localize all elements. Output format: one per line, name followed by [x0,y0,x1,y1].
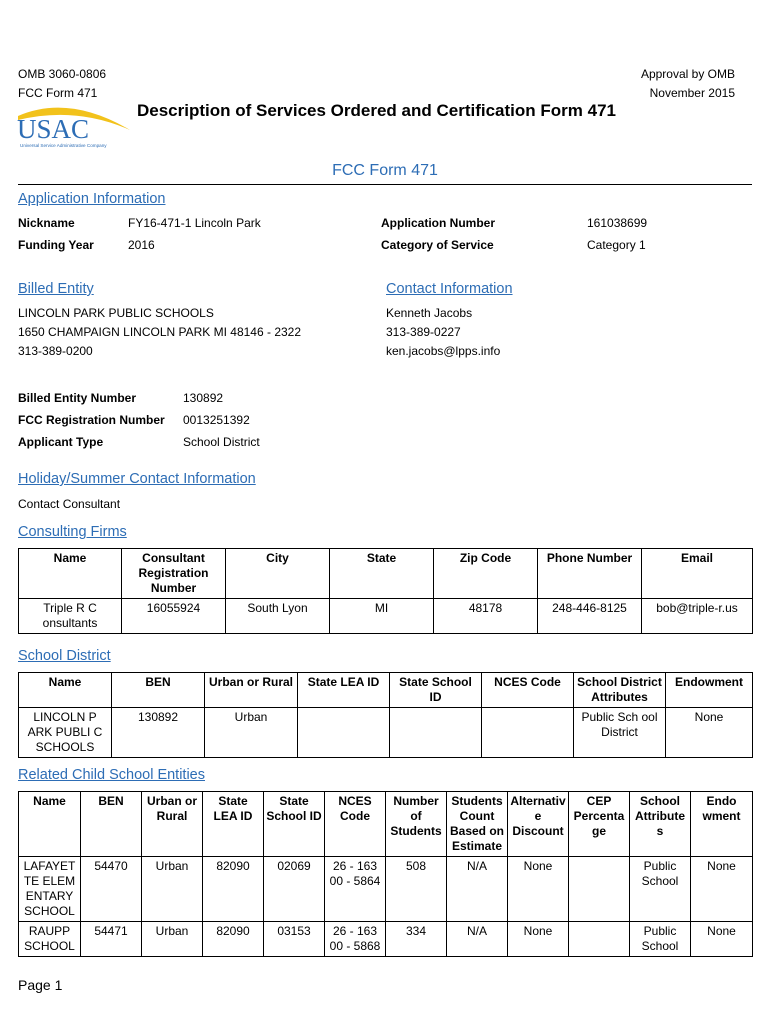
table-cell: None [508,922,569,957]
section-contact-information: Contact Information [386,281,513,297]
column-header: State LEA ID [203,792,264,857]
table-cell: bob@triple-r.us [642,599,753,634]
column-header: BEN [112,673,205,708]
applicant-type-label: Applicant Type [18,435,104,449]
usac-logo [14,100,134,150]
section-school-district: School District [18,648,111,664]
column-header: NCES Code [325,792,386,857]
contact-name: Kenneth Jacobs [386,306,473,320]
table-cell: Triple R C onsultants [19,599,122,634]
application-number-value: 161038699 [587,216,648,230]
logo-subtext: Universal Service Administrative Company [20,143,107,148]
logo-text: USAC [17,114,90,144]
column-header: CEP Percentage [569,792,630,857]
column-header: Number of Students [386,792,447,857]
nickname-value: FY16-471-1 Lincoln Park [128,216,261,230]
table-cell [390,708,482,758]
table-cell: Public Sch ool District [574,708,666,758]
omb-approval: Approval by OMB [640,67,735,81]
category-value: Category 1 [587,238,646,252]
table-cell: N/A [447,922,508,957]
table-row [19,599,753,634]
page-number: Page 1 [18,977,63,993]
table-cell: South Lyon [226,599,330,634]
form-date: November 2015 [649,86,735,100]
table-cell: 03153 [264,922,325,957]
table-cell [569,857,630,922]
section-consulting-firms: Consulting Firms [18,524,127,540]
table-cell: 248-446-8125 [538,599,642,634]
table-cell: 54470 [81,857,142,922]
table-cell: None [691,857,753,922]
table-cell: 54471 [81,922,142,957]
school-district-table [18,672,753,758]
table-cell: None [691,922,753,957]
column-header: Consultant Registration Number [122,549,226,599]
column-header: Urban or Rural [142,792,203,857]
column-header: State LEA ID [298,673,390,708]
column-header: Endowment [666,673,753,708]
fcc-registration-value: 0013251392 [183,413,250,427]
table-cell: None [666,708,753,758]
table-cell: 508 [386,857,447,922]
column-header: Name [19,792,81,857]
applicant-type-value: School District [183,435,260,449]
table-cell: None [508,857,569,922]
nickname-label: Nickname [18,216,75,230]
table-cell: Public School [630,857,691,922]
funding-year-value: 2016 [128,238,155,252]
column-header: Endo wment [691,792,753,857]
column-header: Email [642,549,753,599]
column-header: BEN [81,792,142,857]
section-billed-entity: Billed Entity [18,281,94,297]
table-header-row [19,792,753,857]
column-header: Name [19,549,122,599]
column-header: State School ID [390,673,482,708]
table-cell: 82090 [203,922,264,957]
table-cell: 334 [386,922,447,957]
billed-entity-address: 1650 CHAMPAIGN LINCOLN PARK MI 48146 - 2322 [18,325,302,339]
fcc-registration-label: FCC Registration Number [18,413,165,427]
header-right [641,65,735,103]
column-header: Students Count Based on Estimate [447,792,508,857]
category-label: Category of Service [381,238,494,252]
contact-block [386,304,500,361]
column-header: Urban or Rural [205,673,298,708]
billed-entity-name: LINCOLN PARK PUBLIC SCHOOLS [18,306,214,320]
table-cell [298,708,390,758]
billed-entity-block [18,304,301,361]
table-cell [569,922,630,957]
table-cell: 26 - 163 00 - 5864 [325,857,386,922]
form-title: FCC Form 471 [332,162,438,179]
contact-email: ken.jacobs@lpps.info [386,344,501,358]
ben-label: Billed Entity Number [18,391,137,405]
child-entities-table [18,791,753,957]
omb-number: OMB 3060-0806 [18,67,107,81]
table-cell: MI [330,599,434,634]
document-title: Description of Services Ordered and Certification Form 471 [137,101,616,120]
table-row [19,708,753,758]
column-header: City [226,549,330,599]
table-header-row [19,673,753,708]
table-cell [482,708,574,758]
table-cell: Public School [630,922,691,957]
section-application-information: Application Information [18,191,166,207]
table-cell: 82090 [203,857,264,922]
contact-phone: 313-389-0227 [386,325,461,339]
consulting-firms-table [18,548,753,634]
ben-value: 130892 [183,391,224,405]
table-cell: Urban [142,857,203,922]
table-row [19,922,753,957]
table-cell: Urban [205,708,298,758]
table-cell: 02069 [264,857,325,922]
table-header-row [19,549,753,599]
table-cell: RAUPP SCHOOL [19,922,81,957]
section-related-child-entities: Related Child School Entities [18,767,205,783]
header-divider [18,184,752,185]
table-cell: N/A [447,857,508,922]
table-cell: 48178 [434,599,538,634]
column-header: School Attributes [630,792,691,857]
column-header: State School ID [264,792,325,857]
column-header: Zip Code [434,549,538,599]
table-cell: 16055924 [122,599,226,634]
header-left [18,65,106,103]
section-holiday-contact: Holiday/Summer Contact Information [18,471,256,487]
table-cell: LAFAYET TE ELEM ENTARY SCHOOL [19,857,81,922]
column-header: School District Attributes [574,673,666,708]
table-cell: 26 - 163 00 - 5868 [325,922,386,957]
form-number: FCC Form 471 [18,86,98,100]
table-cell: Urban [142,922,203,957]
table-cell: LINCOLN P ARK PUBLI C SCHOOLS [19,708,112,758]
column-header: Phone Number [538,549,642,599]
column-header: State [330,549,434,599]
table-cell: 130892 [112,708,205,758]
column-header: Alternative Discount [508,792,569,857]
table-row [19,857,753,922]
funding-year-label: Funding Year [18,238,94,252]
column-header: NCES Code [482,673,574,708]
application-number-label: Application Number [381,216,496,230]
billed-entity-phone: 313-389-0200 [18,344,93,358]
column-header: Name [19,673,112,708]
holiday-contact-value: Contact Consultant [18,497,121,511]
